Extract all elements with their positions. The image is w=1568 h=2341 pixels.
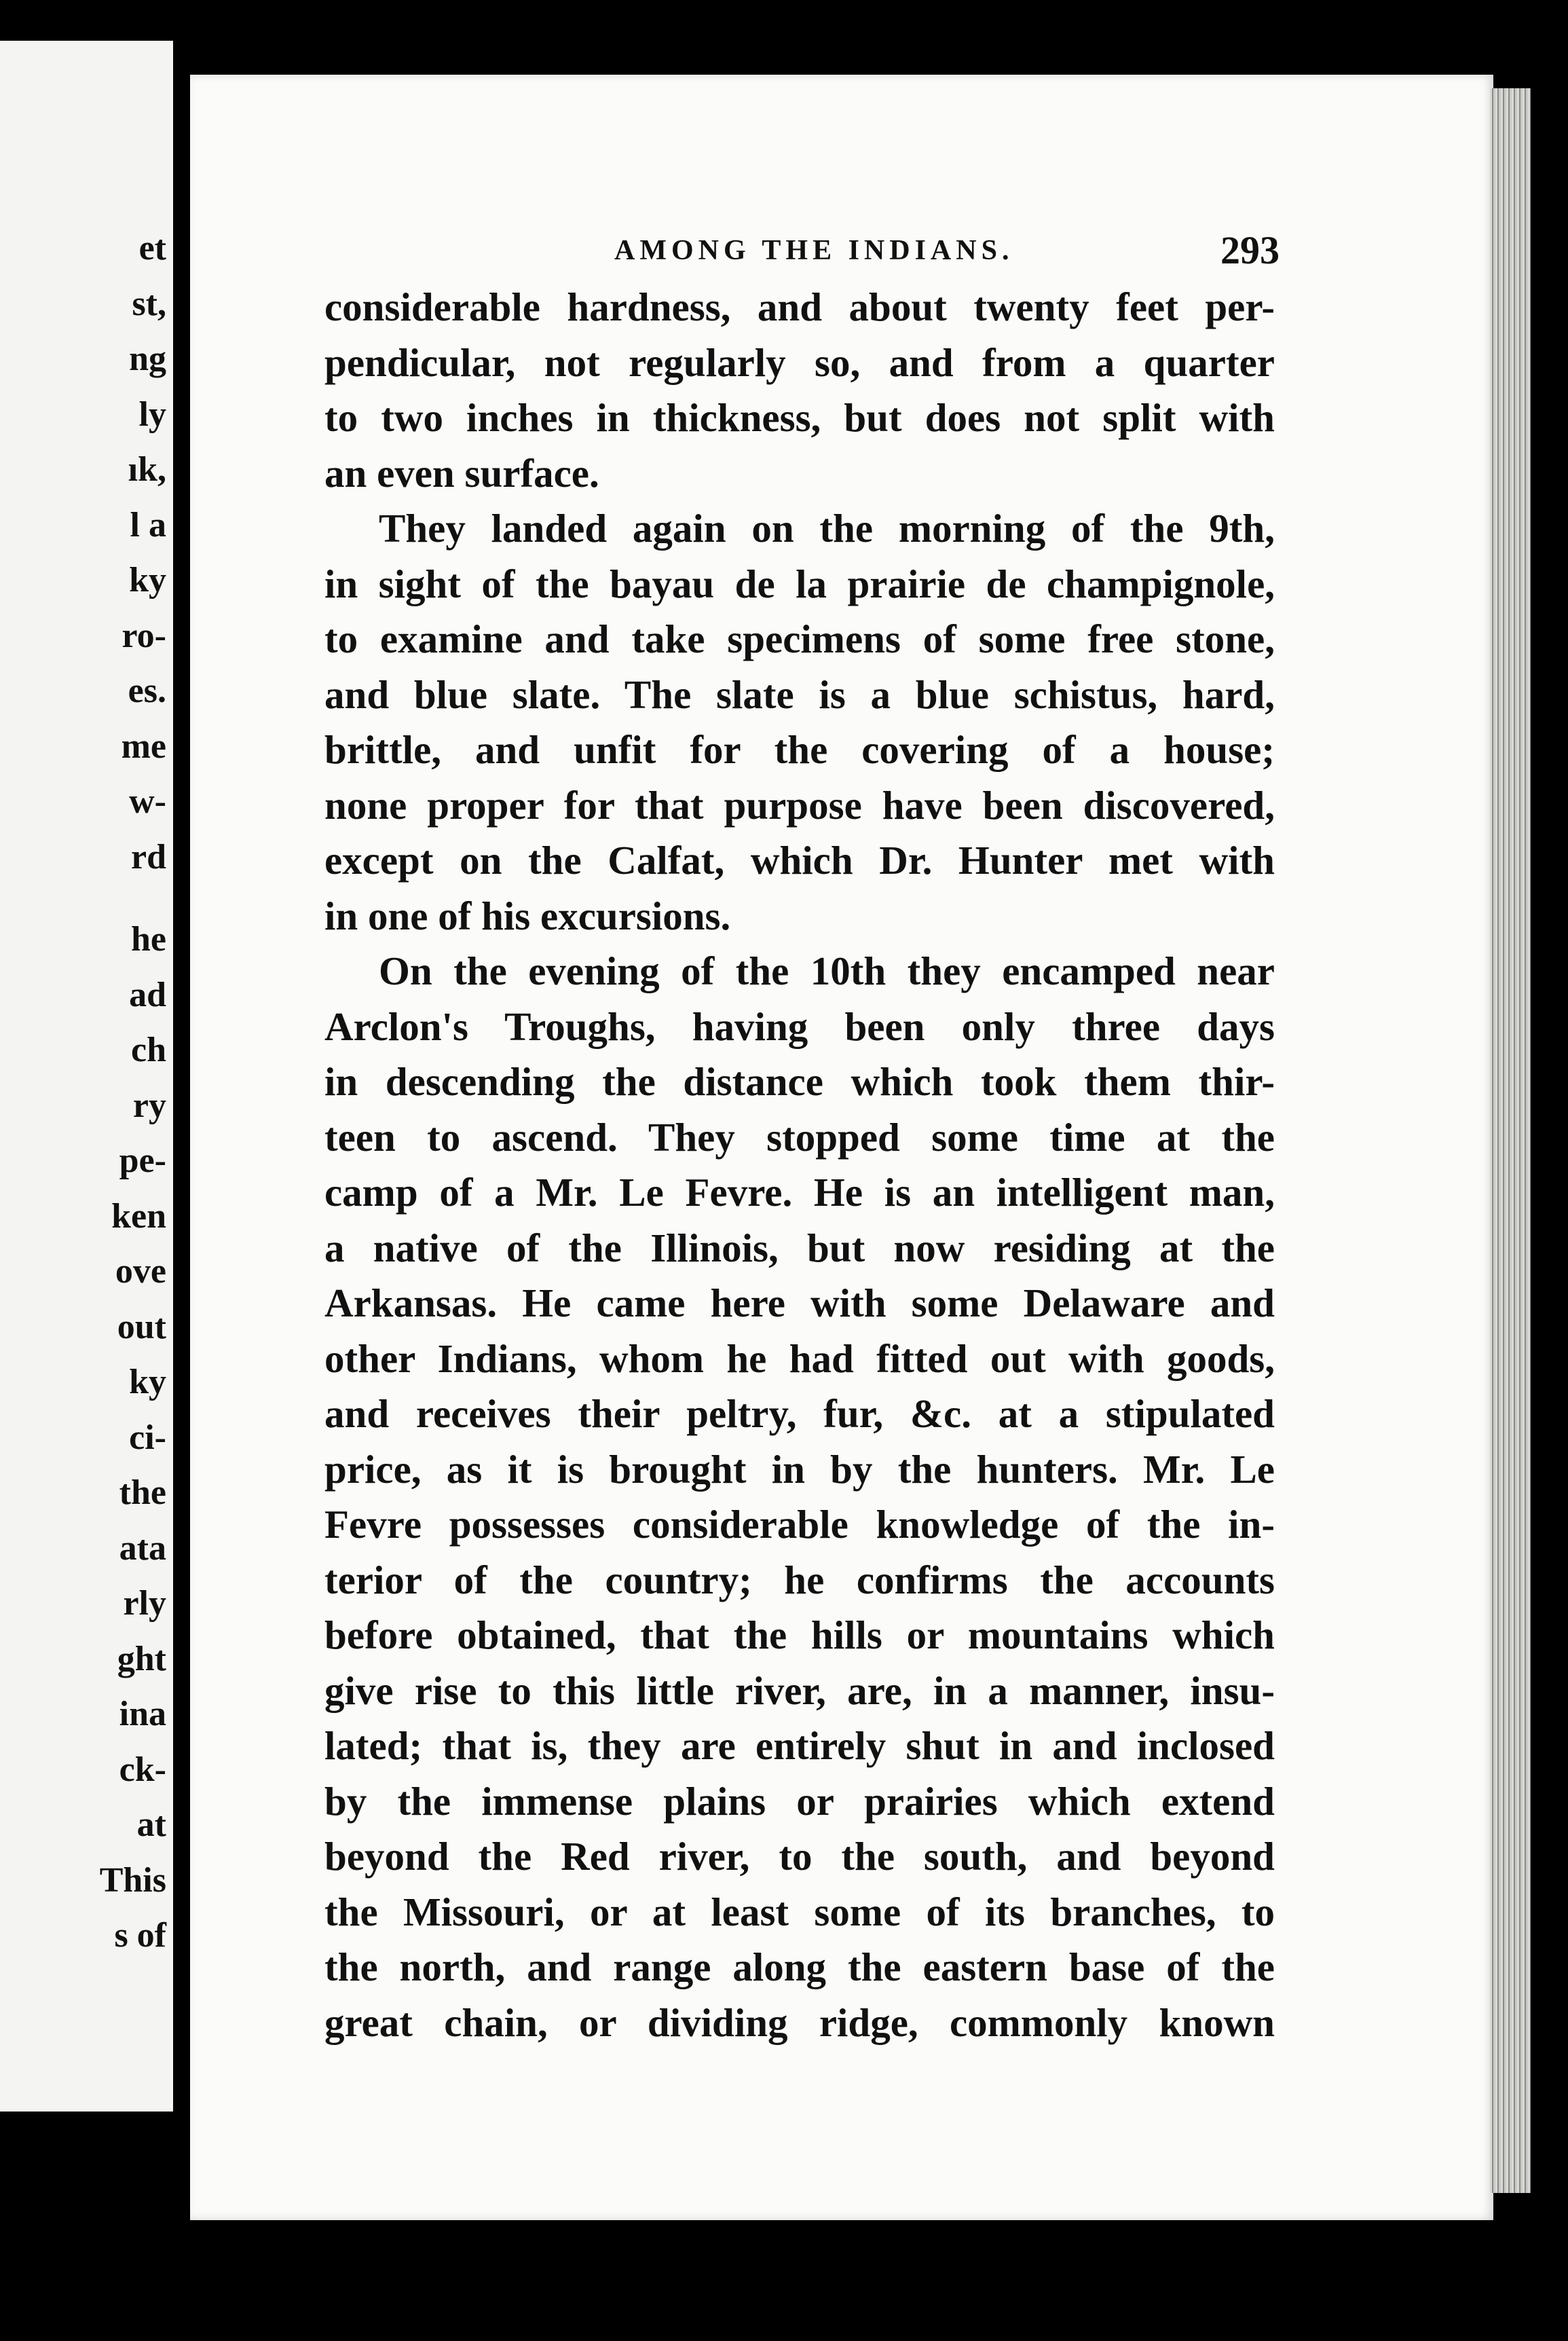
facing-page-fragment: pe- — [119, 1141, 166, 1180]
facing-page-fragment: at — [136, 1805, 166, 1844]
facing-page-fragment: ng — [129, 339, 166, 378]
facing-page-fragment: ght — [117, 1639, 166, 1678]
text-line: lated; that is, they are entirely shut in and inclosed — [324, 1723, 1275, 1768]
text-line: great chain, or dividing ridge, commonly known — [324, 1999, 1275, 2045]
facing-page-fragment: ık, — [128, 450, 166, 489]
text-line: an even surface. — [324, 450, 599, 496]
facing-page-fragment: he — [131, 920, 166, 959]
facing-page-fragment: ch — [131, 1031, 166, 1069]
text-line: beyond the Red river, to the south, and beyond — [324, 1834, 1275, 1879]
facing-page-fragment: l a — [130, 505, 166, 545]
text-line: price, as it is brought in by the hunters. Mr. Le — [324, 1446, 1275, 1492]
facing-page-fragment: ken — [111, 1196, 166, 1236]
facing-page-fragment: ro- — [122, 616, 166, 655]
text-line: pendicular, not regularly so, and from a quarter — [324, 339, 1275, 385]
facing-page-fragment: st, — [132, 284, 166, 323]
facing-page-fragment: rly — [123, 1584, 166, 1623]
text-line: Arkansas. He came here with some Delaware and — [324, 1280, 1275, 1325]
text-line: except on the Calfat, which Dr. Hunter met with — [324, 838, 1275, 883]
page-number: 293 — [1220, 228, 1280, 272]
facing-page-fragment: et — [138, 229, 166, 268]
text-line: to examine and take specimens of some free stone, — [324, 616, 1275, 661]
text-line: On the evening of the 10th they encamped near — [379, 948, 1275, 993]
facing-page-fragment: ina — [119, 1695, 166, 1733]
facing-page-fragment: w- — [129, 782, 166, 821]
body-text — [324, 280, 1275, 2050]
facing-page-fragment: ove — [115, 1252, 166, 1291]
facing-page-fragment: ry — [132, 1086, 166, 1125]
text-line: before obtained, that the hills or mountains which — [324, 1612, 1275, 1657]
running-title: AMONG THE INDIANS. — [614, 235, 1014, 266]
text-line: and blue slate. The slate is a blue schistus, hard, — [324, 671, 1275, 717]
text-line: Arclon's Troughs, having been only three days — [324, 1003, 1275, 1049]
text-line: considerable hardness, and about twenty feet per- — [324, 284, 1275, 329]
text-line: in one of his excursions. — [324, 893, 731, 938]
facing-page-fragment: ata — [119, 1528, 166, 1568]
text-line: teen to ascend. They stopped some time at the — [324, 1114, 1275, 1160]
facing-page-fragment: rd — [131, 837, 166, 877]
text-line: They landed again on the morning of the 9th, — [379, 506, 1275, 551]
facing-page-fragment: ky — [129, 1363, 166, 1401]
facing-page-fragment: This — [99, 1860, 166, 1900]
text-line: a native of the Illinois, but now residing at the — [324, 1225, 1275, 1270]
text-line: camp of a Mr. Le Fevre. He is an intelligent man, — [324, 1170, 1275, 1215]
text-line: other Indians, whom he had fitted out with goods, — [324, 1335, 1275, 1381]
text-line: the north, and range along the eastern base of the — [324, 1944, 1275, 1989]
text-line: give rise to this little river, are, in a manner, insu- — [324, 1667, 1275, 1713]
text-line: and receives their peltry, fur, &c. at a stipulated — [324, 1391, 1275, 1436]
text-line: the Missouri, or at least some of its branches, to — [324, 1889, 1275, 1934]
text-line: to two inches in thickness, but does not split with — [324, 395, 1275, 440]
text-line: by the immense plains or prairies which extend — [324, 1778, 1275, 1824]
facing-page-fragment: ck- — [119, 1750, 166, 1789]
facing-page-fragment: es. — [128, 671, 166, 710]
facing-page-fragment: out — [117, 1307, 166, 1346]
facing-page-fragment: me — [121, 726, 166, 766]
facing-page-fragment: ad — [129, 975, 166, 1014]
text-line: Fevre possesses considerable knowledge of the in- — [324, 1502, 1275, 1547]
page-edge — [1490, 88, 1531, 2193]
text-line: brittle, and unfit for the covering of a house; — [324, 727, 1275, 772]
facing-page-fragment: the — [119, 1473, 166, 1512]
facing-page-fragment: s of — [114, 1916, 166, 1955]
facing-page-left — [0, 41, 173, 2112]
text-line: terior of the country; he confirms the accounts — [324, 1557, 1275, 1602]
facing-page-fragment: ci- — [129, 1418, 166, 1457]
text-line: in descending the distance which took them thir- — [324, 1059, 1275, 1104]
facing-page-fragment: ly — [138, 394, 166, 434]
facing-page-fragment: ky — [129, 561, 166, 600]
text-line: none proper for that purpose have been discovered, — [324, 782, 1275, 828]
text-line: in sight of the bayau de la prairie de champignole, — [324, 561, 1275, 606]
